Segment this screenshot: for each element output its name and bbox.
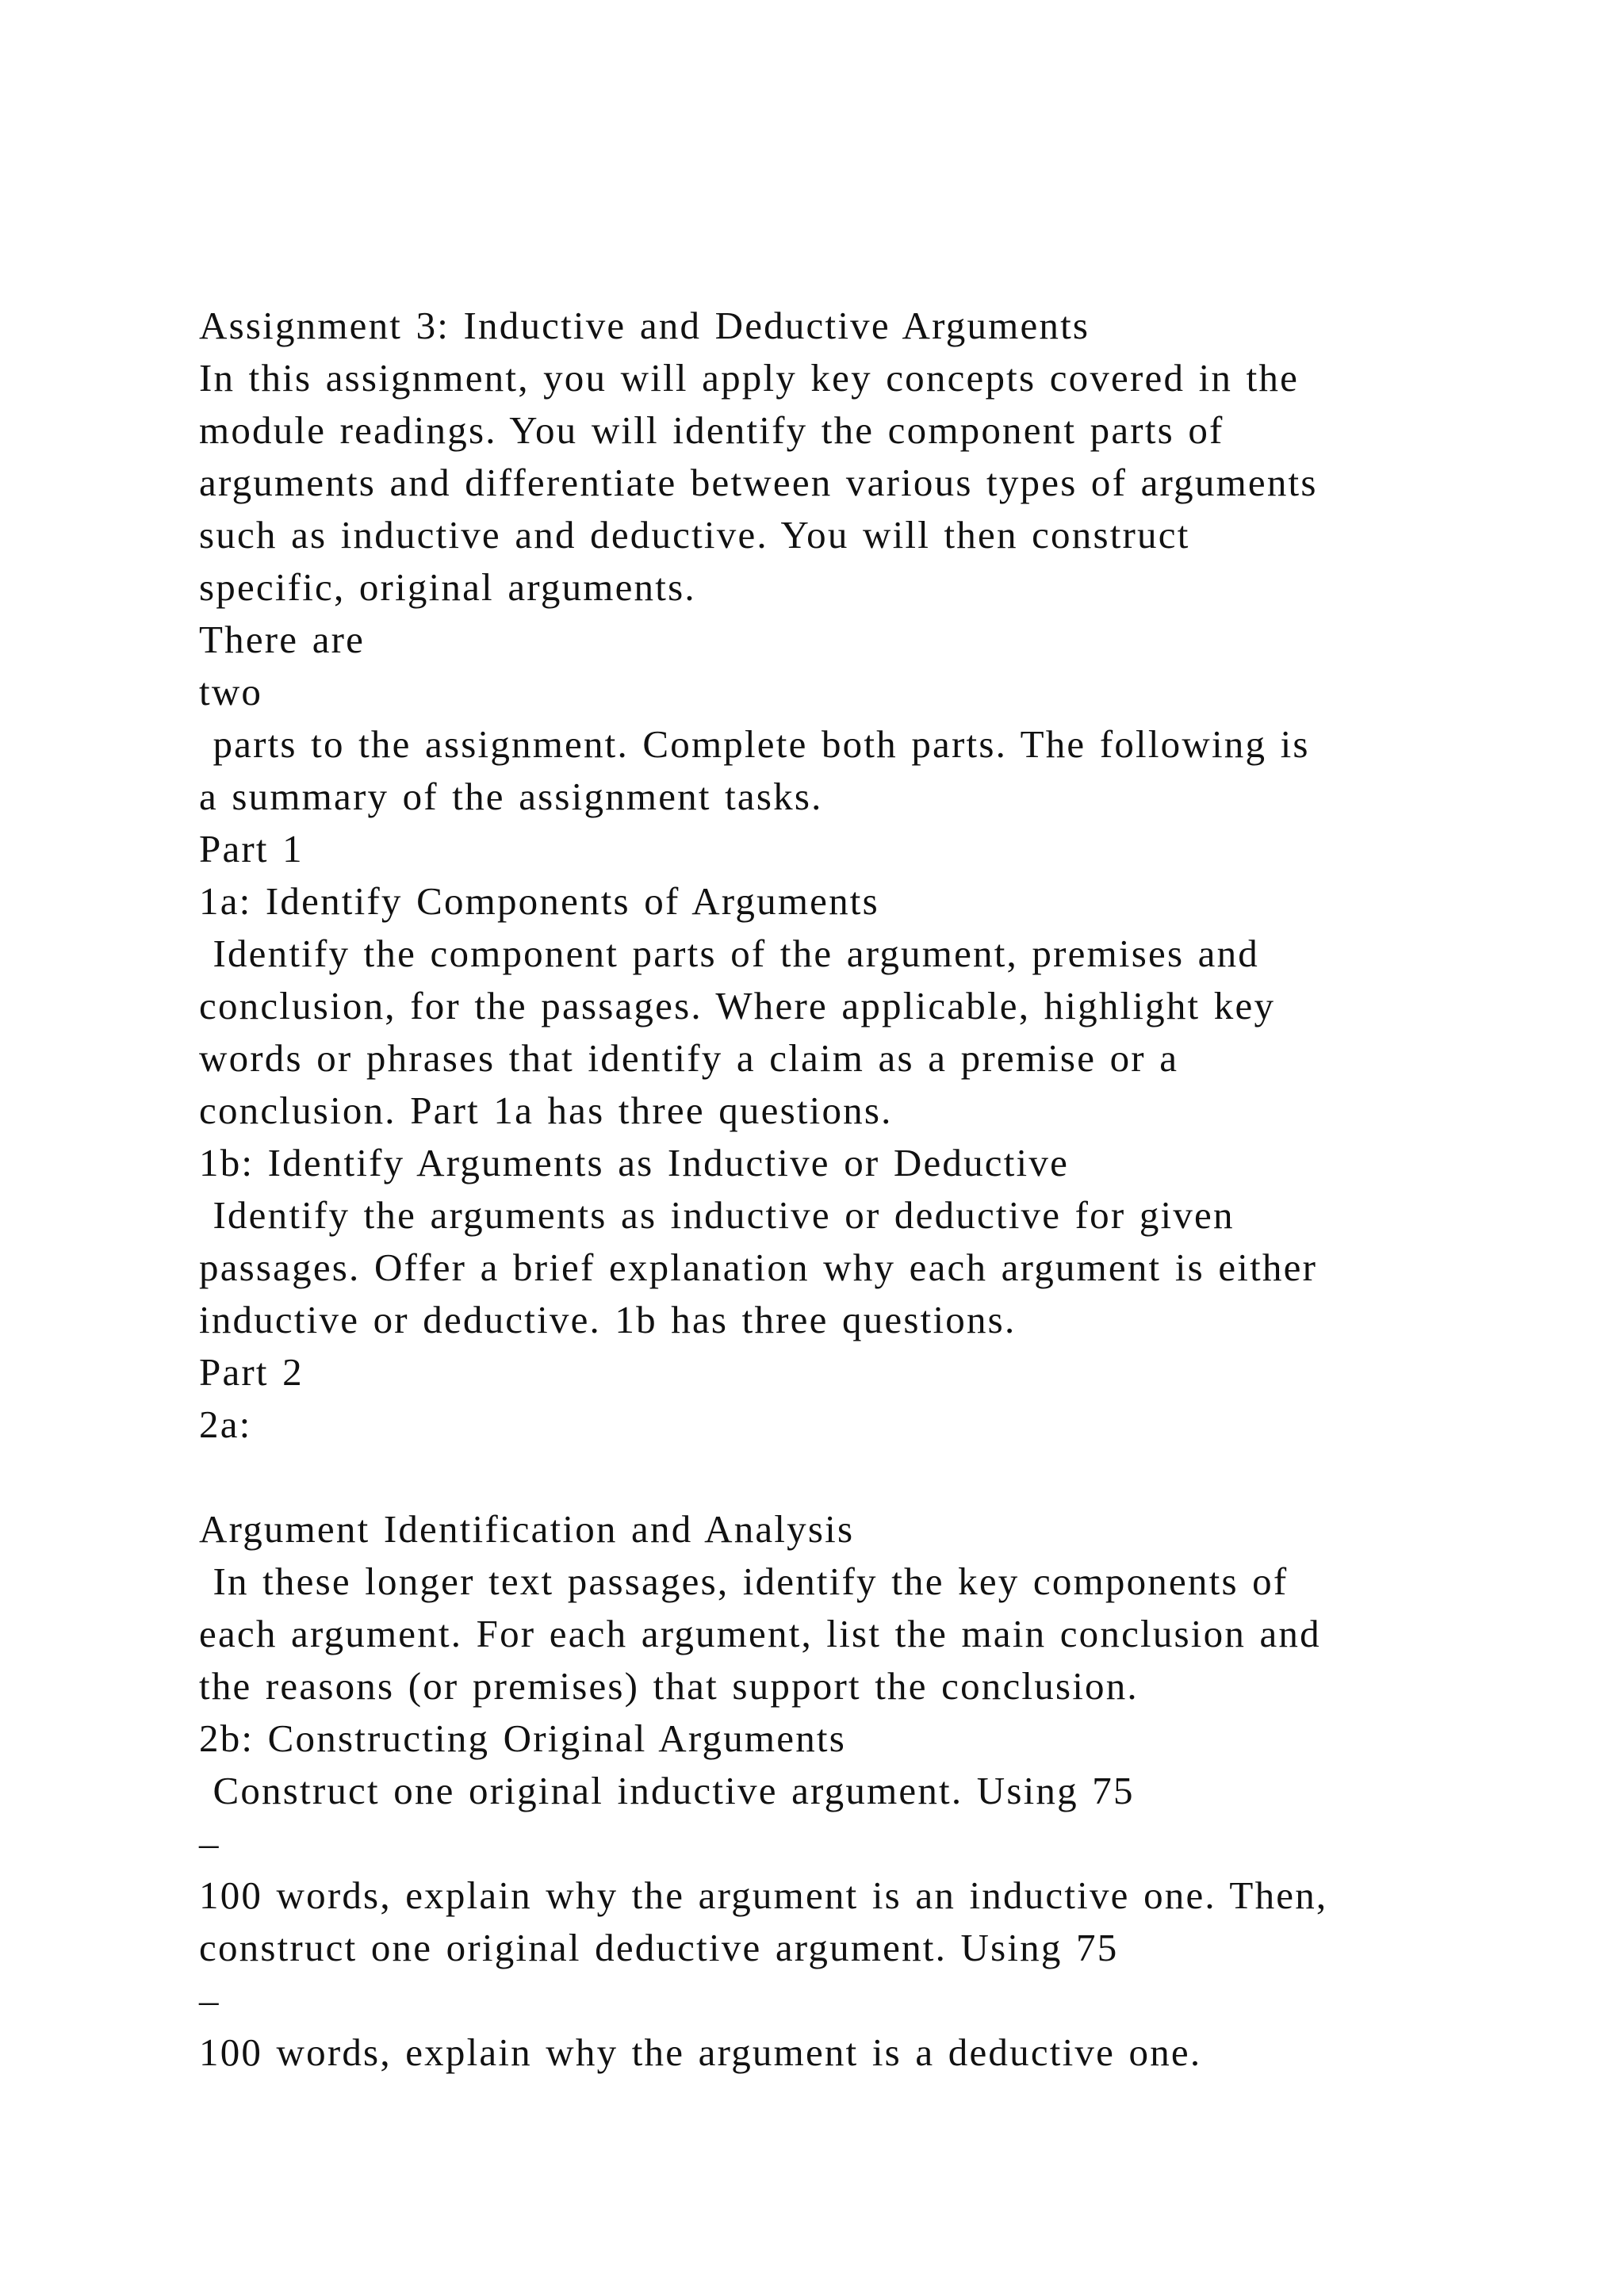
dash-line: – [199,1978,220,2022]
body-line: module readings. You will identify the component parts of [199,408,1224,452]
body-line: Identify the arguments as inductive or deductive for given [199,1193,1235,1237]
subsection-title-2a: Argument Identification and Analysis [199,1507,855,1551]
body-line: conclusion. Part 1a has three questions. [199,1089,893,1132]
body-line: inductive or deductive. 1b has three questions. [199,1298,1017,1341]
body-line: In this assignment, you will apply key concepts covered in the [199,356,1300,400]
body-line: conclusion, for the passages. Where applicable, highlight key [199,984,1276,1027]
body-line: 100 words, explain why the argument is a deductive one. [199,2030,1202,2074]
body-line: arguments and differentiate between various types of arguments [199,461,1318,504]
assignment-title: Assignment 3: Inductive and Deductive Arguments [199,304,1090,347]
document-body [199,300,1563,2079]
body-line: In these longer text passages, identify the key components of [199,1559,1289,1603]
body-line: each argument. For each argument, list the main conclusion and [199,1612,1321,1655]
body-line: a summary of the assignment tasks. [199,775,823,818]
body-line: There are [199,618,366,661]
subsection-heading-1b: 1b: Identify Arguments as Inductive or Deductive [199,1141,1070,1184]
dash-line: – [199,1821,220,1865]
blank-line [199,1451,1563,1503]
body-line: 100 words, explain why the argument is an inductive one. Then, [199,1873,1328,1917]
subsection-heading-1a: 1a: Identify Components of Arguments [199,879,879,923]
body-line: Construct one original inductive argument. Using 75 [199,1769,1135,1812]
section-heading-part-2: Part 2 [199,1350,304,1394]
body-line: Identify the component parts of the argument, premises and [199,932,1260,975]
subsection-heading-2b: 2b: Constructing Original Arguments [199,1716,846,1760]
body-line: specific, original arguments. [199,565,696,609]
section-heading-part-1: Part 1 [199,827,304,871]
body-line: the reasons (or premises) that support the conclusion. [199,1664,1139,1708]
body-line: two [199,670,263,714]
body-line: parts to the assignment. Complete both parts. The following is [199,722,1310,766]
subsection-heading-2a: 2a: [199,1402,252,1446]
body-line: words or phrases that identify a claim as a premise or a [199,1036,1179,1080]
body-line: passages. Offer a brief explanation why each argument is either [199,1246,1318,1289]
body-line: construct one original deductive argument. Using 75 [199,1926,1119,1969]
body-line: such as inductive and deductive. You will then construct [199,513,1190,557]
